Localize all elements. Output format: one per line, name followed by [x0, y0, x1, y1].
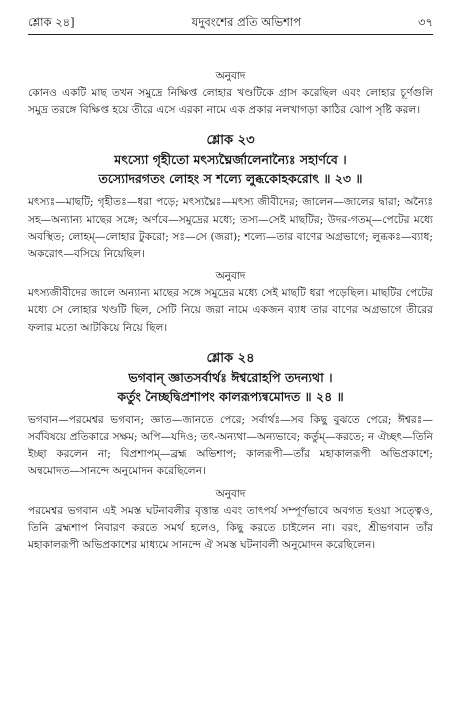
verse-number: শ্লোক ২৩: [206, 133, 255, 149]
translation-text: মৎস্যজীবীদের জালে অন্যান্য মাছের সঙ্গে সমুদ্রের মধ্যে সেই মাছটি ধরা পড়েছিল। মাছটির পেটের মধ্যে সে লোহার খণ্ডটি ছিল, সেটি নিয়ে জরা নামে একজন ব্যাধ তার বাণের অগ্রভাগে তীরের ফলার মতো আটকিয়ে নিয়ে ছিল।: [28, 287, 433, 334]
book-page: [28, 14, 433, 554]
page-header: [28, 14, 433, 35]
chapter-title: যদুবংশের প্রতি অভিশাপ: [191, 15, 302, 29]
translation-heading: অনুবাদ: [215, 487, 246, 500]
translation-heading: অনুবাদ: [215, 270, 246, 283]
translation-text: পরমেশ্বর ভগবান এই সমস্ত ঘটনাবলীর বৃত্তান্ত এবং তাৎপর্য সম্পূর্ণভাবে অবগত হওয়া সত্ত্বেও, তিনি ব্রহ্মশাপ নিবারণ করতে সমর্থ হলেও, কিছু করতে চাইলেন না। বরং, শ্রীভগবান তাঁর মহাকালরূপী অভিপ্রকাশের মাধ্যমে সানন্দে ঐ সমস্ত ঘটনাবলী অনুমোদন করেছিলেন।: [28, 504, 433, 552]
translation-heading: অনুবাদ: [215, 70, 246, 82]
verse-line: মৎস্যো গৃহীতো মৎস্যঘ্নৈর্জালেনান্যৈঃ সহার্ণবে ।: [114, 152, 347, 168]
verse-line: কর্তুং নৈচ্ছদ্বিপ্রশাপং কালরূপ্যন্বমোদত ॥ ২৪ ॥: [117, 388, 344, 404]
page-number: ৩৭: [418, 15, 433, 29]
synonyms-text: ভগবান—পরমেশ্বর ভগবান; জ্ঞাত—জানতে পেরে; সর্বার্থঃ—সব কিছু বুঝতে পেরে; ঈশ্বরঃ—সর্ববিষয়ে প্রতিকারে সক্ষম; অপি—যদিও; তৎ-অন্যথা—অন্যভাবে; কর্তুম্—করতে; ন ঐচ্ছৎ—তিনি ইচ্ছা করলেন না; বিপ্রশাপম্—ব্রহ্ম অভিশাপ; কালরূপী—তাঁর মহাকালরূপী অভিপ্রকাশে; অন্বমোদত—সানন্দে অনুমোদন করেছিলেন।: [28, 413, 433, 478]
verse-line: ভগবান্ জ্ঞাতসর্বার্থঃ ঈশ্বরোহপি তদন্যথা ।: [128, 369, 333, 385]
header-verse-ref: শ্লোক ২৪]: [28, 15, 75, 29]
verse-number: শ্লোক ২৪: [206, 350, 255, 366]
translation-text: কোনও একটি মাছ তখন সমুদ্রে নিক্ষিপ্ত লোহার খণ্ডটিকে গ্রাস করেছিল এবং লোহার চূর্ণগুলি সমুদ্র তরঙ্গে বিক্ষিপ্ত হয়ে তীরে এসে এরকা নামে এক প্রকার নলখাগড়া কাঠির ঝোপ সৃষ্টি করল।: [28, 87, 433, 117]
synonyms-text: মৎস্যঃ—মাছটি; গৃহীতঃ—ধরা পড়ে; মৎস্যঘ্নৈঃ—মৎস্য জীবীদের; জালেন—জালের দ্বারা; অন্যৈঃ সহ—অন্যান্য মাছের সঙ্গে; অর্ণবে—সমুদ্রের মধ্যে; তস্য—সেই মাছটির; উদর-গতম্—পেটের মধ্যে অবস্থিত; লোহম্—লোহার টুকরো; সঃ—সে (জরা); শল্যে—তার বাণের অগ্রভাগে; লুব্ধকঃ—ব্যাধ; অকরোৎ—বসিয়ে নিয়েছিল।: [28, 196, 433, 261]
verse-line: তস্যোদরগতং লোহং স শল্যে লুব্ধকোহকরোৎ ॥ ২৩ ॥: [98, 171, 363, 187]
